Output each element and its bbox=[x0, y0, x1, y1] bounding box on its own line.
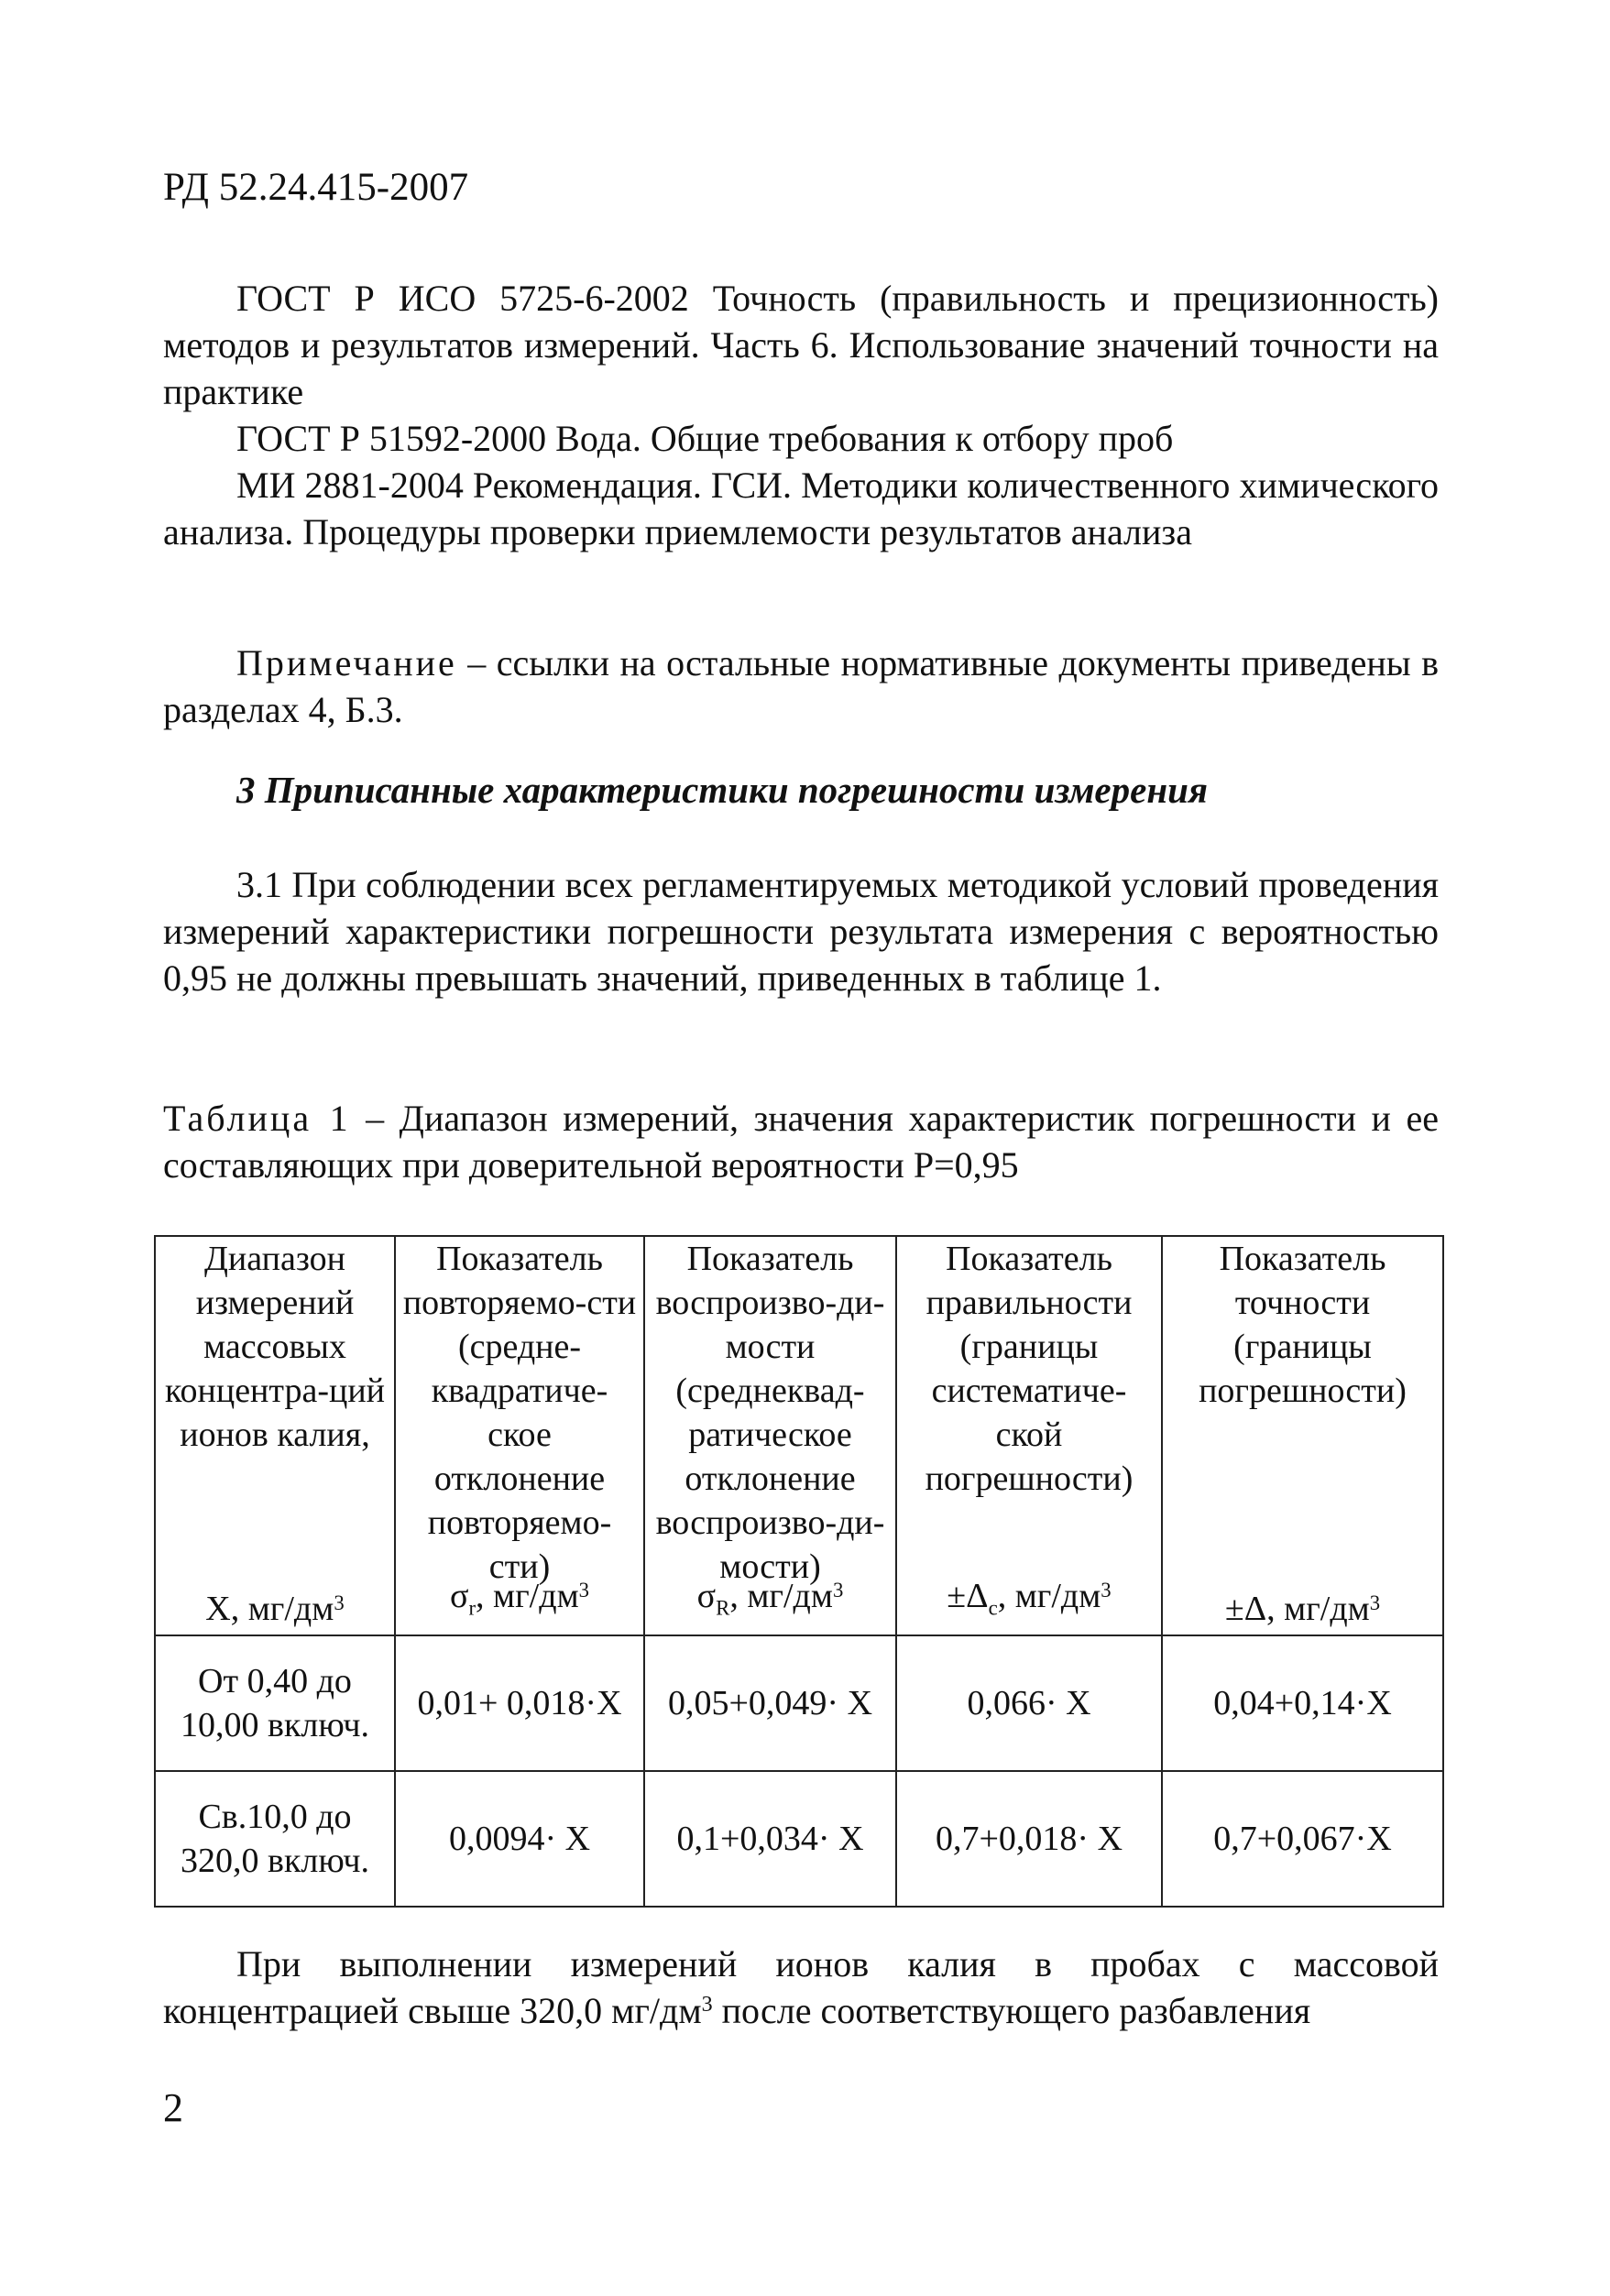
header-cell-reproducibility: Показатель воспроизво-ди-мости (среднеквад-ратическое отклонение воспроизво-ди-мости) $\sigma_R$, $мг/дм^3$ bbox=[644, 1236, 896, 1635]
header-cell-accuracy: Показатель точности (границы погрешности) ±Δ, $мг/дм^3$ bbox=[1162, 1236, 1443, 1635]
closing-paragraph: При выполнении измерений ионов калия в пробах с массовой концентрацией свыше 320,0 $мг/дм^3$ после соответствующего разбавления bbox=[163, 1943, 1439, 2031]
document-header: РД 52.24.415-2007 bbox=[163, 166, 469, 209]
cell-trueness: 0,7+0,018· Х bbox=[896, 1771, 1162, 1907]
cell-repeatability: 0,0094· Х bbox=[395, 1771, 644, 1907]
note-text: – ссылки на остальные нормативные документы приведены в разделах 4, Б.3. bbox=[163, 642, 1439, 730]
unit-label: $\pm\Delta_c$, $мг/дм^3$ bbox=[947, 1577, 1112, 1620]
unit-label: Х, $мг/дм^3$ bbox=[205, 1590, 345, 1628]
cell-repeatability: 0,01+ 0,018·Х bbox=[395, 1635, 644, 1771]
table-caption bbox=[163, 1095, 1439, 1188]
unit-label: $\sigma_r$, $мг/дм^3$ bbox=[449, 1577, 590, 1620]
reference-gost-5725-6: ГОСТ Р ИСО 5725-6-2002 Точность (правильность и прецизионность) методов и результатов измерений. Часть 6. Использование значений точности на практике bbox=[163, 278, 1439, 412]
cell-accuracy: 0,04+0,14·Х bbox=[1162, 1635, 1443, 1771]
unit-label: $\sigma_R$, $мг/дм^3$ bbox=[696, 1577, 844, 1620]
table-row bbox=[155, 1635, 1443, 1771]
page-number: 2 bbox=[163, 2085, 183, 2130]
reference-mi-2881: МИ 2881-2004 Рекомендация. ГСИ. Методики количественного химического анализа. Процедуры проверки приемлемости результатов анализа bbox=[163, 465, 1439, 552]
cell-reproducibility: 0,1+0,034· Х bbox=[644, 1771, 896, 1907]
cell-range: От 0,40 до 10,00 включ. bbox=[155, 1635, 395, 1771]
reference-gost-51592: ГОСТ Р 51592-2000 Вода. Общие требования к отбору проб bbox=[236, 418, 1174, 459]
header-cell-trueness: Показатель правильности (границы систематиче-ской погрешности) $\pm\Delta_c$, $мг/дм^3$ bbox=[896, 1236, 1162, 1635]
cell-range: Св.10,0 до 320,0 включ. bbox=[155, 1771, 395, 1907]
cell-trueness: 0,066· Х bbox=[896, 1635, 1162, 1771]
table-caption-text: – Диапазон измерений, значения характеристик погрешности и ее составляющих при доверительной вероятности Р=0,95 bbox=[163, 1098, 1439, 1186]
cell-reproducibility: 0,05+0,049· Х bbox=[644, 1635, 896, 1771]
characteristics-table bbox=[154, 1235, 1444, 1908]
unit-label: ±Δ, $мг/дм^3$ bbox=[1224, 1590, 1381, 1628]
table-caption-label: Таблица 1 bbox=[163, 1098, 351, 1139]
header-cell-repeatability: Показатель повторяемо-сти (средне-квадратиче-ское отклонение повторяемо-сти) $\sigma_r$, $мг/дм^3$ bbox=[395, 1236, 644, 1635]
note bbox=[163, 640, 1439, 733]
note-label: Примечание bbox=[236, 642, 457, 683]
cell-accuracy: 0,7+0,067·Х bbox=[1162, 1771, 1443, 1907]
table-row bbox=[155, 1771, 1443, 1907]
section-title: 3 Приписанные характеристики погрешности измерения bbox=[236, 769, 1209, 811]
header-cell-range: Диапазон измерений массовых концентра-ций ионов калия, Х, $мг/дм^3$ bbox=[155, 1236, 395, 1635]
table-header-row bbox=[155, 1236, 1443, 1635]
paragraph-3-1: 3.1 При соблюдении всех регламентируемых методикой условий проведения измерений характеристики погрешности результата измерения с вероятностью 0,95 не должны превышать значений, приведенных в таблице 1. bbox=[163, 864, 1439, 999]
